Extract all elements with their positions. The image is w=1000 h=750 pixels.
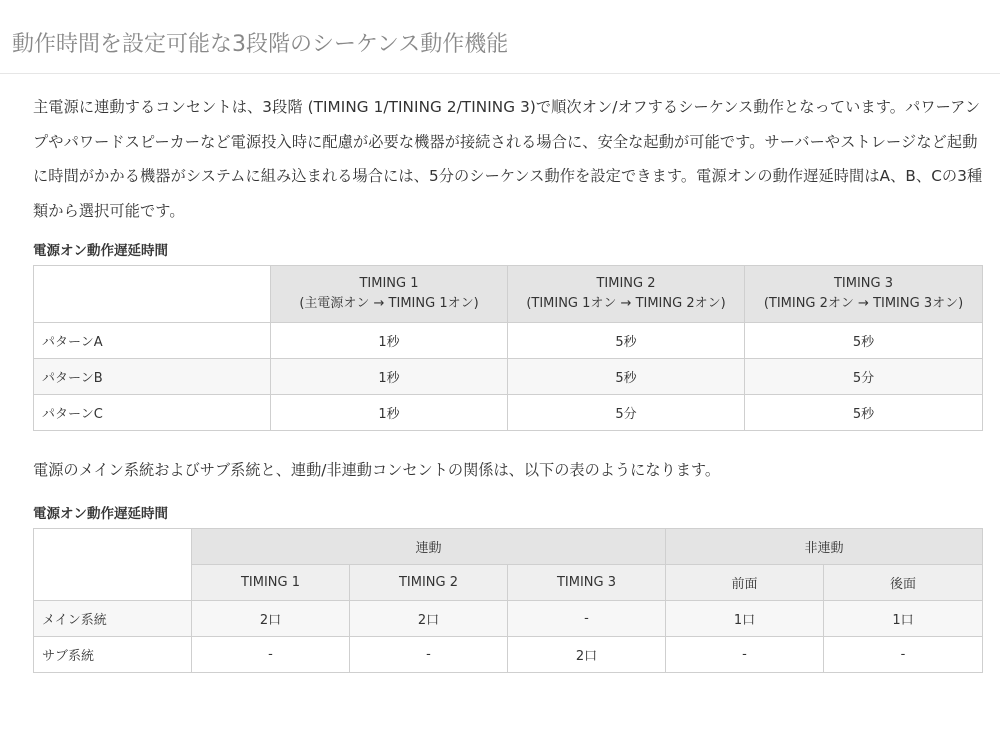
table-cell: 1口 (824, 601, 983, 637)
header-group-linked: 連動 (192, 529, 666, 565)
table-cell: 2口 (350, 601, 508, 637)
delay-time-table (33, 265, 983, 431)
table-row-main-system (34, 601, 983, 637)
title-divider (0, 73, 1000, 74)
header-timing-1: TIMING 1 (192, 565, 350, 601)
header-timing-1 (271, 266, 508, 323)
table-cell: 2口 (192, 601, 350, 637)
table-cell: - (508, 601, 666, 637)
table-row-pattern-c (34, 395, 983, 431)
table-cell: 5分 (745, 359, 983, 395)
table-cell: 5分 (508, 395, 745, 431)
table-cell: 1秒 (271, 359, 508, 395)
header-rear: 後面 (824, 565, 983, 601)
table-cell: 1秒 (271, 395, 508, 431)
table-group-header-row (34, 529, 983, 565)
outlet-relationship-table (33, 528, 983, 673)
table-row-pattern-b (34, 359, 983, 395)
outlet-table-caption: 電源オン動作遅延時間 (33, 506, 168, 522)
delay-table-caption: 電源オン動作遅延時間 (33, 243, 168, 259)
header-label: TIMING 2 (596, 276, 656, 291)
table-cell: 1秒 (271, 323, 508, 359)
header-timing-2 (508, 266, 745, 323)
header-group-unlinked: 非連動 (666, 529, 983, 565)
header-sublabel: (TIMING 1オン → TIMING 2オン) (526, 296, 726, 311)
header-label: TIMING 3 (833, 276, 894, 291)
table-cell: 5秒 (745, 323, 983, 359)
table-cell: - (192, 637, 350, 673)
header-sublabel: (TIMING 2オン → TIMING 3オン) (763, 296, 964, 311)
header-sublabel: (主電源オン → TIMING 1オン) (299, 296, 479, 311)
header-timing-2: TIMING 2 (350, 565, 508, 601)
header-timing-3 (745, 266, 983, 323)
table-row-pattern-a (34, 323, 983, 359)
table-cell: 1口 (666, 601, 824, 637)
table-cell: - (824, 637, 983, 673)
row-label: パターンB (34, 359, 271, 395)
table-cell: 2口 (508, 637, 666, 673)
table-cell: - (350, 637, 508, 673)
row-label: パターンC (34, 395, 271, 431)
relationship-note: 電源のメイン系統およびサブ系統と、連動/非連動コンセントの関係は、以下の表のようになります。 (33, 461, 721, 479)
intro-paragraph: 主電源に連動するコンセントは、3段階 (TIMING 1/TINING 2/TINING 3)で順次オン/オフするシーケンス動作となっています。パワーアンプやパワードスピーカーなど電源投入時に配慮が必要な機器が接続される場合に、安全な起動が可能です。サーバーやストレージなど起動に時間がかかる機器がシステムに組み込まれる場合には、5分のシーケンス動作を設定できます。電源オンの動作遅延時間はA、B、Cの3種類から選択可能です。 (33, 98, 983, 220)
table-cell: - (666, 637, 824, 673)
row-label: メイン系統 (34, 601, 192, 637)
corner-cell (34, 266, 271, 323)
table-header-row (34, 266, 983, 323)
row-label: パターンA (34, 323, 271, 359)
corner-cell (34, 529, 192, 601)
table-cell: 5秒 (508, 359, 745, 395)
header-front: 前面 (666, 565, 824, 601)
table-cell: 5秒 (745, 395, 983, 431)
table-cell: 5秒 (508, 323, 745, 359)
row-label: サブ系統 (34, 637, 192, 673)
page-title: 動作時間を設定可能な3段階のシーケンス動作機能 (12, 32, 509, 57)
table-row-sub-system (34, 637, 983, 673)
header-timing-3: TIMING 3 (508, 565, 666, 601)
header-label: TIMING 1 (359, 276, 419, 291)
